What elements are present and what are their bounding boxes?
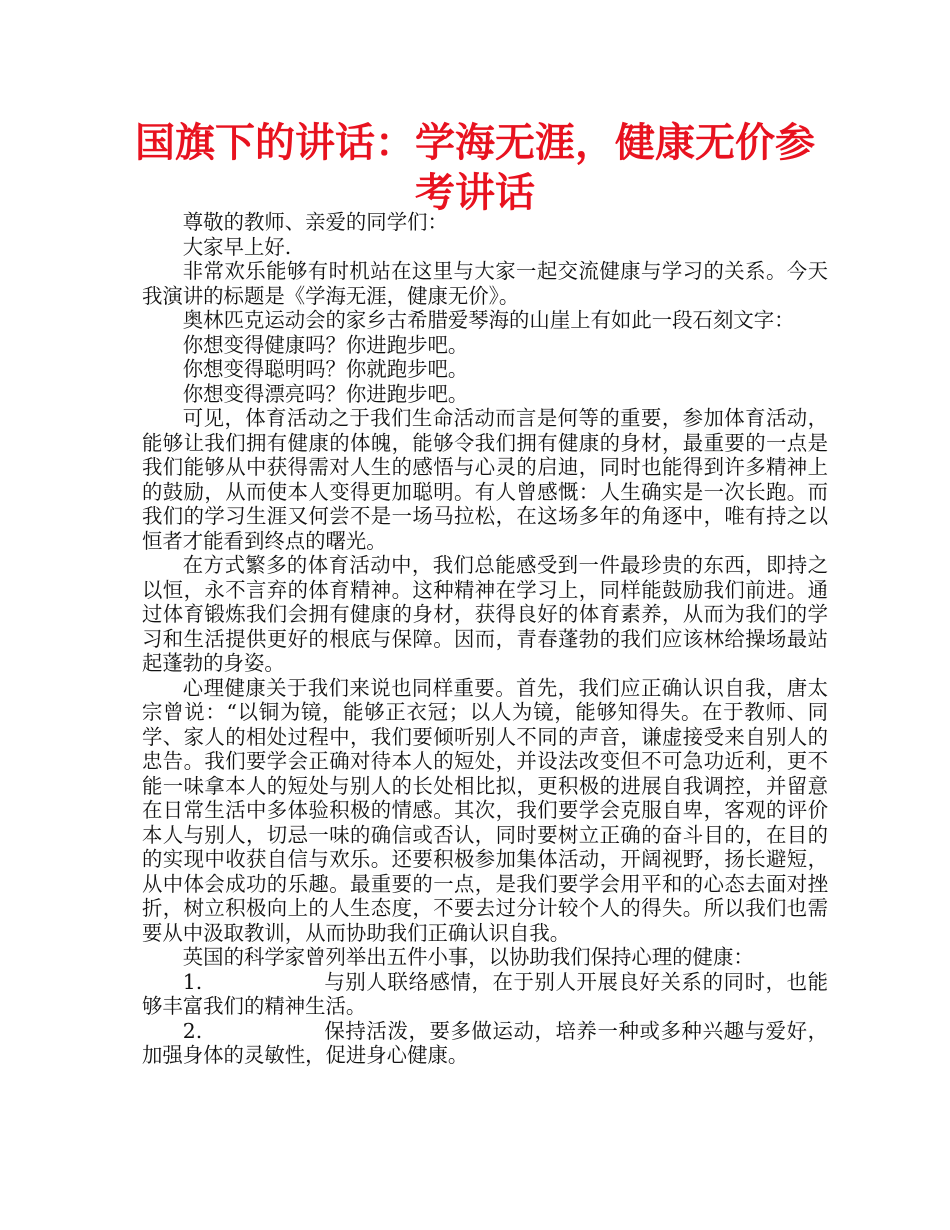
list-item-text: 与别人联络感情，在于别人开展良好关系的同时，也能够丰富我们的精神生活。 [142, 969, 828, 1018]
list-item-number: 2. [182, 1018, 203, 1043]
paragraph: 非常欢乐能够有时机站在这里与大家一起交流健康与学习的关系。今天我演讲的标题是《学海无涯，健康无价》。 [142, 259, 828, 308]
list-item-text: 保持活泼，要多做运动，培养一种或多种兴趣与爱好，加强身体的灵敏性，促进身心健康。 [142, 1018, 828, 1067]
paragraph: 可见，体育活动之于我们生命活动而言是何等的重要，参加体育活动，能够让我们拥有健康的体魄，能够令我们拥有健康的身材，最重要的一点是我们能够从中获得需对人生的感悟与心灵的启迪，同时也能得到许多精神上的鼓励，从而使本人变得更加聪明。有人曾感慨：人生确实是一次长跑。而我们的学习生涯又何尝不是一场马拉松，在这场多年的角逐中，唯有持之以恒者才能看到终点的曙光。 [142, 406, 828, 553]
paragraph: 英国的科学家曾列举出五件小事，以协助我们保持心理的健康： [182, 945, 754, 969]
list-item [142, 1019, 828, 1068]
paragraph: 在方式繁多的体育活动中，我们总能感受到一件最珍贵的东西，即持之以恒，永不言弃的体育精神。这种精神在学习上，同样能鼓励我们前进。通过体育锻炼我们会拥有健康的身材，获得良好的体育素养，从而为我们的学习和生活提供更好的根底与保障。因而，青春蓬勃的我们应该林给操场最站起蓬勃的身姿。 [142, 553, 828, 675]
paragraph: 你想变得健康吗？你进跑步吧。 [182, 332, 469, 357]
paragraph: 奥林匹克运动会的家乡古希腊爱琴海的山崖上有如此一段石刻文字： [182, 308, 795, 332]
list-item-number: 1. [182, 969, 203, 994]
paragraph: 你想变得聪明吗？你就跑步吧。 [182, 357, 469, 381]
paragraph: 心理健康关于我们来说也同样重要。首先，我们应正确认识自我，唐太宗曾说：“以铜为镜，能够正衣冠；以人为镜，能够知得失。在于教师、同学、家人的相处过程中，我们要倾听别人不同的声音，谦虚接受来自别人的忠告。我们要学会正确对待本人的短处，并设法改变但不可急功近利，更不能一味拿本人的短处与别人的长处相比拟，更积极的进展自我调控，并留意在日常生活中多体验积极的情感。其次，我们要学会克服自卑，客观的评价本人与别人，切忌一味的确信或否认，同时要树立正确的奋斗目的，在目的的实现中收获自信与欢乐。还要积极参加集体活动，开阔视野，扬长避短，从中体会成功的乐趣。最重要的一点，是我们要学会用平和的心态去面对挫折，树立积极向上的人生态度，不要去过分计较个人的得失。所以我们也需要从中汲取教训，从而协助我们正确认识自我。 [142, 675, 828, 945]
paragraph: 尊敬的教师、亲爱的同学们： [182, 210, 448, 234]
paragraph: 大家早上好. [182, 234, 292, 259]
document-body [142, 210, 828, 1068]
list-item [142, 970, 828, 1019]
paragraph: 你想变得漂亮吗？你进跑步吧。 [182, 381, 469, 406]
document-title: 国旗下的讲话：学海无涯，健康无价参考讲话 [135, 120, 815, 216]
